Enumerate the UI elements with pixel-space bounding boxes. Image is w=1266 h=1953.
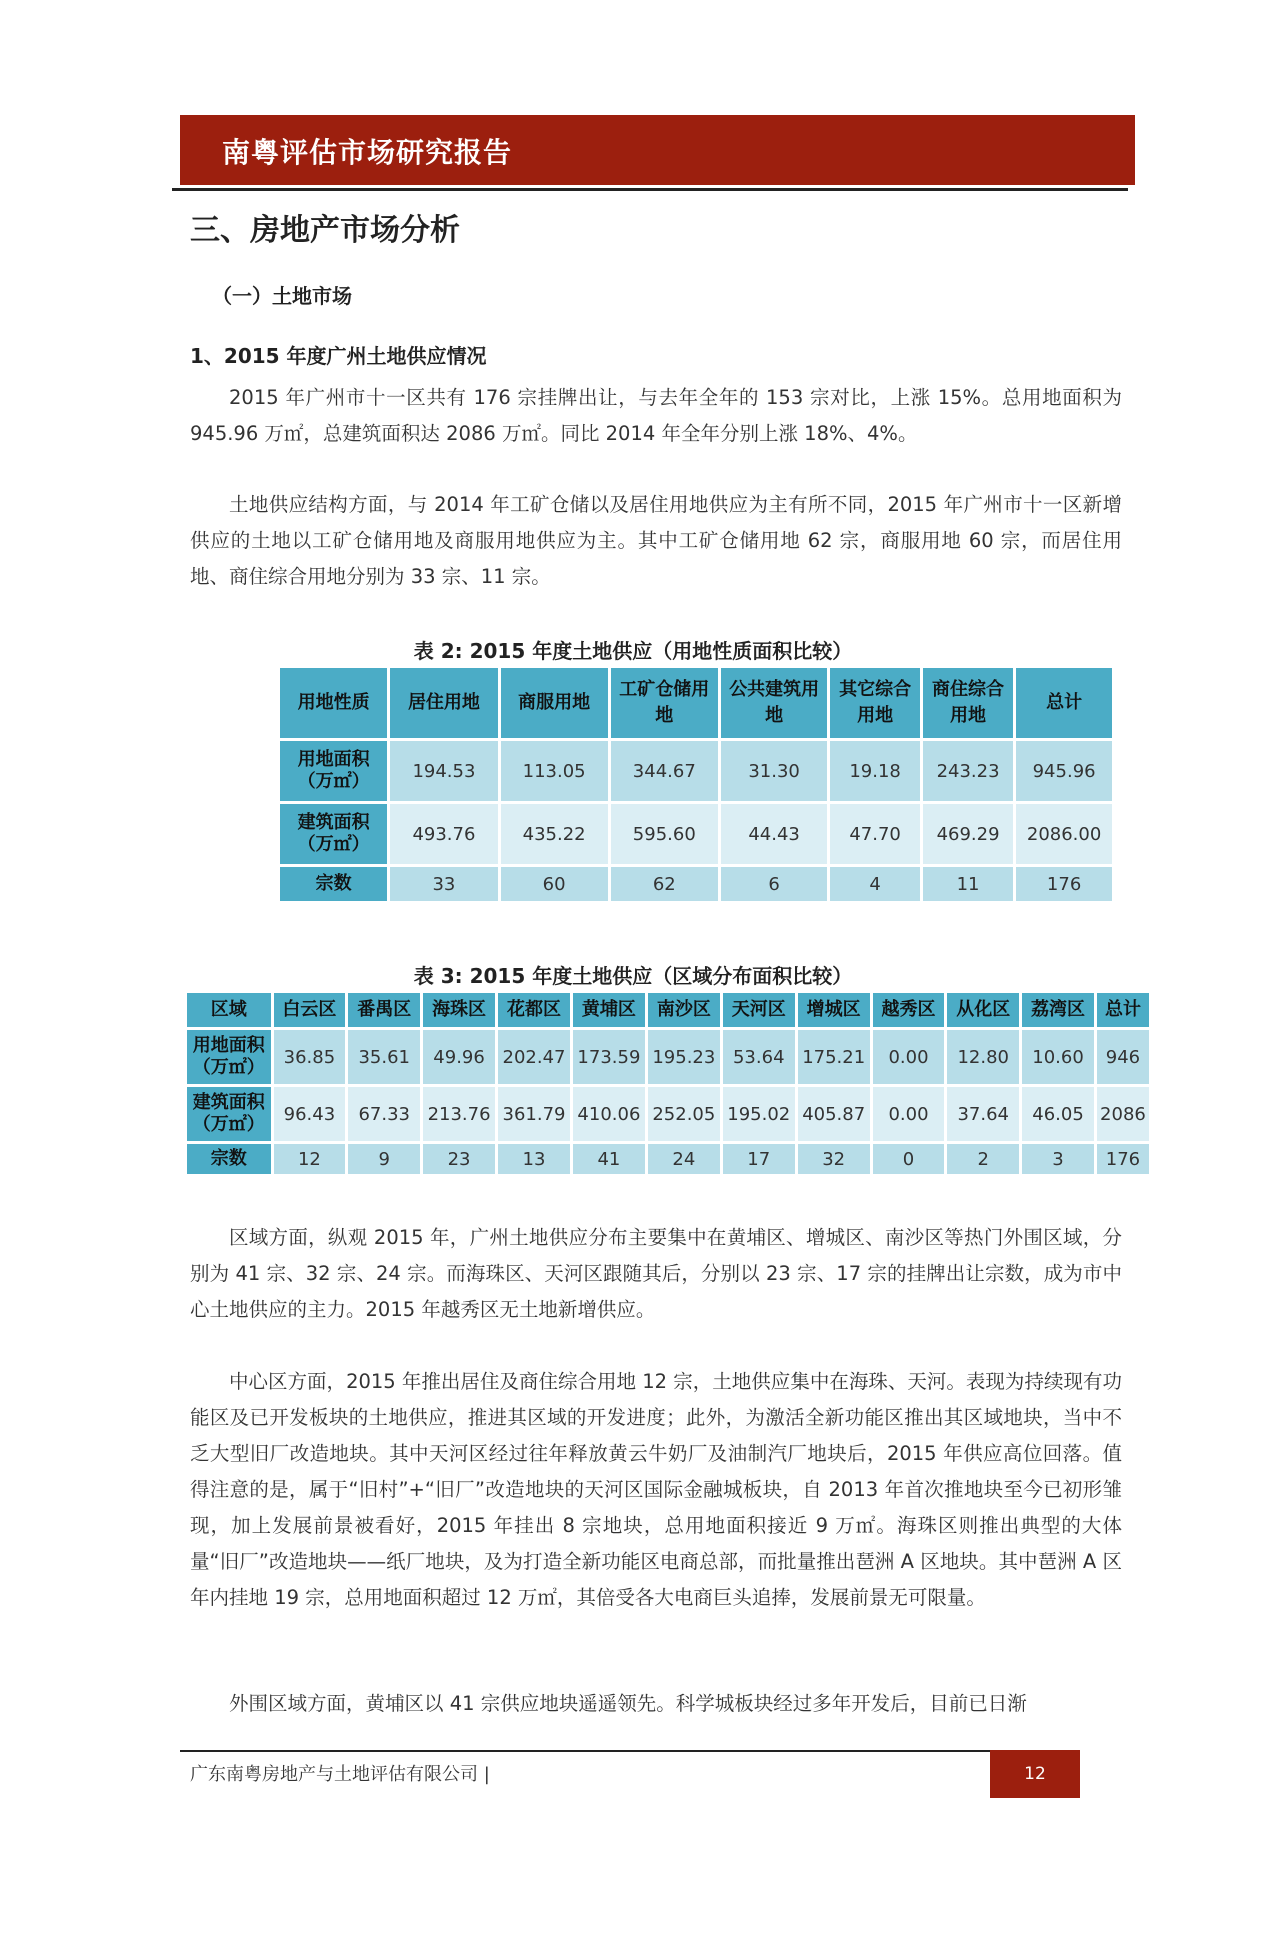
row-label: 用地面积（万㎡） xyxy=(187,1030,271,1084)
row-label: 宗数 xyxy=(187,1144,271,1174)
table-cell: 60 xyxy=(501,867,608,901)
table3-header: 增城区 xyxy=(798,993,870,1027)
table-cell: 53.64 xyxy=(723,1030,795,1084)
table-cell: 31.30 xyxy=(721,741,827,801)
table2-header: 用地性质 xyxy=(280,668,387,738)
table-cell: 243.23 xyxy=(923,741,1013,801)
paragraph-1: 2015 年广州市十一区共有 176 宗挂牌出让，与去年全年的 153 宗对比，上涨 15%。总用地面积为 945.96 万㎡，总建筑面积达 2086 万㎡。同比 2014 年全年分别上涨 18%、4%。 xyxy=(190,386,1122,445)
table2-header: 其它综合用地 xyxy=(830,668,920,738)
section-title: 三、房地产市场分析 xyxy=(190,213,460,248)
table-cell: 96.43 xyxy=(274,1087,346,1141)
table-cell: 3 xyxy=(1022,1144,1094,1174)
table-cell: 946 xyxy=(1097,1030,1149,1084)
table3-header: 荔湾区 xyxy=(1022,993,1094,1027)
table3 xyxy=(184,990,1152,1177)
table-cell: 19.18 xyxy=(830,741,920,801)
table3-header: 番禺区 xyxy=(348,993,420,1027)
table-cell: 945.96 xyxy=(1016,741,1112,801)
table2-header: 商服用地 xyxy=(501,668,608,738)
table-cell: 113.05 xyxy=(501,741,608,801)
table-cell: 175.21 xyxy=(798,1030,870,1084)
table-cell: 10.60 xyxy=(1022,1030,1094,1084)
table-cell: 44.43 xyxy=(721,804,827,864)
table-cell: 202.47 xyxy=(498,1030,570,1084)
table-cell: 595.60 xyxy=(611,804,718,864)
table-cell: 252.05 xyxy=(648,1087,720,1141)
table-row xyxy=(187,1144,1149,1174)
paragraph-3: 区域方面，纵观 2015 年，广州土地供应分布主要集中在黄埔区、增城区、南沙区等热门外围区域，分别为 41 宗、32 宗、24 宗。而海珠区、天河区跟随其后，分别以 23 宗、17 宗的挂牌出让宗数，成为市中心土地供应的主力。2015 年越秀区无土地新增供应。 xyxy=(190,1226,1122,1321)
item-title: 1、2015 年度广州土地供应情况 xyxy=(190,344,487,368)
table3-header: 花都区 xyxy=(498,993,570,1027)
table-cell: 195.23 xyxy=(648,1030,720,1084)
paragraph-4: 中心区方面，2015 年推出居住及商住综合用地 12 宗，土地供应集中在海珠、天河。表现为持续现有功能区及已开发板块的土地供应，推进其区域的开发进度；此外，为激活全新功能区推出其区域地块，当中不乏大型旧厂改造地块。其中天河区经过往年释放黄云牛奶厂及油制汽厂地块后，2015 年供应高位回落。值得注意的是，属于“旧村”+“旧厂”改造地块的天河区国际金融城板块，自 2013 年首次推地块至今已初形雏现，加上发展前景被看好，2015 年挂出 8 宗地块，总用地面积接近 9 万㎡。海珠区则推出典型的大体量“旧厂”改造地块——纸厂地块，及为打造全新功能区电商总部，而批量推出琶洲 A 区地块。其中琶洲 A 区年内挂地 19 宗，总用地面积超过 12 万㎡，其倍受各大电商巨头追捧，发展前景无可限量。 xyxy=(190,1370,1122,1609)
table-cell: 469.29 xyxy=(923,804,1013,864)
table-cell: 0 xyxy=(873,1144,945,1174)
table-cell: 0.00 xyxy=(873,1030,945,1084)
table-cell: 194.53 xyxy=(390,741,497,801)
table-cell: 23 xyxy=(423,1144,495,1174)
table-row xyxy=(280,804,1112,864)
table3-header: 总计 xyxy=(1097,993,1149,1027)
table-cell: 12 xyxy=(274,1144,346,1174)
table2-caption: 表 2: 2015 年度土地供应（用地性质面积比较） xyxy=(413,639,853,663)
table-cell: 32 xyxy=(798,1144,870,1174)
table-cell: 11 xyxy=(923,867,1013,901)
table-cell: 49.96 xyxy=(423,1030,495,1084)
table3-header: 南沙区 xyxy=(648,993,720,1027)
table3-caption: 表 3: 2015 年度土地供应（区域分布面积比较） xyxy=(413,964,853,988)
page-number: 12 xyxy=(1024,1764,1046,1784)
table-cell: 47.70 xyxy=(830,804,920,864)
table-cell: 176 xyxy=(1016,867,1112,901)
table-cell: 4 xyxy=(830,867,920,901)
table2-header: 商住综合用地 xyxy=(923,668,1013,738)
sub-title: （一）土地市场 xyxy=(212,284,352,308)
table-cell: 67.33 xyxy=(348,1087,420,1141)
table-cell: 195.02 xyxy=(723,1087,795,1141)
page-number-box xyxy=(990,1750,1080,1798)
table-cell: 2086 xyxy=(1097,1087,1149,1141)
table3-header: 白云区 xyxy=(274,993,346,1027)
footer-rule xyxy=(180,1750,990,1752)
table3-header: 越秀区 xyxy=(873,993,945,1027)
table3-header: 天河区 xyxy=(723,993,795,1027)
table-cell: 41 xyxy=(573,1144,645,1174)
table-cell: 9 xyxy=(348,1144,420,1174)
table-cell: 176 xyxy=(1097,1144,1149,1174)
table-cell: 24 xyxy=(648,1144,720,1174)
table-cell: 36.85 xyxy=(274,1030,346,1084)
table-cell: 12.80 xyxy=(947,1030,1019,1084)
table2-header: 工矿仓储用地 xyxy=(611,668,718,738)
table3-header: 海珠区 xyxy=(423,993,495,1027)
row-label: 建筑面积（万㎡） xyxy=(280,804,387,864)
header-bar xyxy=(180,115,1135,185)
table3-header: 从化区 xyxy=(947,993,1019,1027)
table-row xyxy=(280,867,1112,901)
table-row xyxy=(280,741,1112,801)
table-cell: 62 xyxy=(611,867,718,901)
paragraph-5: 外围区域方面，黄埔区以 41 宗供应地块遥遥领先。科学城板块经过多年开发后，目前已日渐 xyxy=(229,1692,1027,1715)
row-label: 宗数 xyxy=(280,867,387,901)
table-cell: 33 xyxy=(390,867,497,901)
table-cell: 173.59 xyxy=(573,1030,645,1084)
table-cell: 2086.00 xyxy=(1016,804,1112,864)
table-cell: 37.64 xyxy=(947,1087,1019,1141)
table-cell: 13 xyxy=(498,1144,570,1174)
table-cell: 410.06 xyxy=(573,1087,645,1141)
table-cell: 493.76 xyxy=(390,804,497,864)
table2-header: 总计 xyxy=(1016,668,1112,738)
table-cell: 0.00 xyxy=(873,1087,945,1141)
table3-header: 区域 xyxy=(187,993,271,1027)
table-cell: 2 xyxy=(947,1144,1019,1174)
table-cell: 361.79 xyxy=(498,1087,570,1141)
table-cell: 17 xyxy=(723,1144,795,1174)
header-rule xyxy=(172,188,1128,191)
table-cell: 213.76 xyxy=(423,1087,495,1141)
table-cell: 46.05 xyxy=(1022,1087,1094,1141)
table-row xyxy=(187,1087,1149,1141)
table-cell: 435.22 xyxy=(501,804,608,864)
paragraph-2: 土地供应结构方面，与 2014 年工矿仓储以及居住用地供应为主有所不同，2015 年广州市十一区新增供应的土地以工矿仓储用地及商服用地供应为主。其中工矿仓储用地 62 宗，商服用地 60 宗，而居住用地、商住综合用地分别为 33 宗、11 宗。 xyxy=(190,493,1122,588)
table2-header: 居住用地 xyxy=(390,668,497,738)
table-cell: 6 xyxy=(721,867,827,901)
table-cell: 405.87 xyxy=(798,1087,870,1141)
table2-header: 公共建筑用地 xyxy=(721,668,827,738)
row-label: 用地面积（万㎡） xyxy=(280,741,387,801)
table3-header: 黄埔区 xyxy=(573,993,645,1027)
row-label: 建筑面积（万㎡） xyxy=(187,1087,271,1141)
table-cell: 35.61 xyxy=(348,1030,420,1084)
table-row xyxy=(187,1030,1149,1084)
table2 xyxy=(277,665,1115,904)
table-cell: 344.67 xyxy=(611,741,718,801)
header-title: 南粤评估市场研究报告 xyxy=(222,136,513,169)
footer-company: 广东南粤房地产与土地评估有限公司 | xyxy=(190,1764,490,1785)
